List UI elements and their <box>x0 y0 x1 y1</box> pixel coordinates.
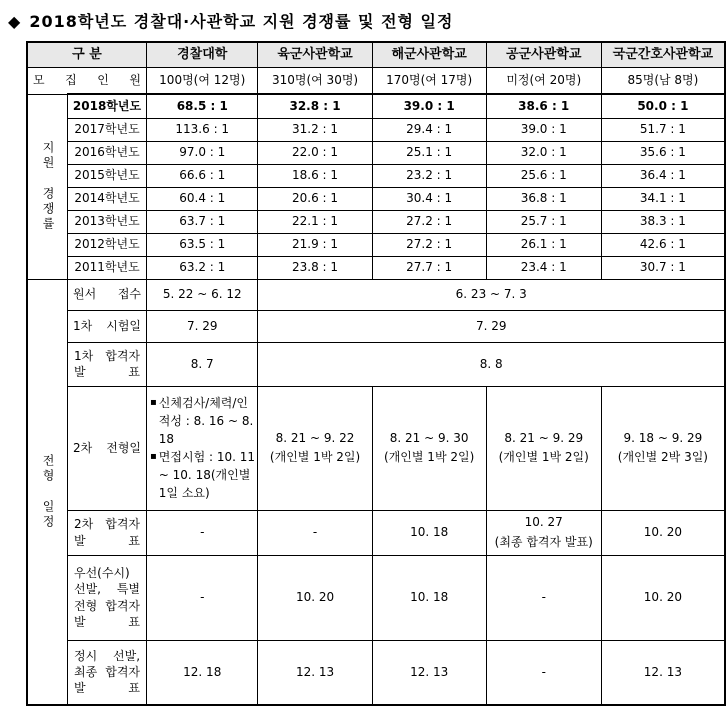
year-label: 2016학년도 <box>68 141 147 164</box>
first-pass-label-line2: 발 표 <box>74 365 141 379</box>
rate-cell: 36.8 : 1 <box>486 187 601 210</box>
rate-cell: 27.7 : 1 <box>372 256 486 279</box>
rate-cell: 60.4 : 1 <box>147 187 258 210</box>
recruitment-label: 모 집 인 원 <box>27 67 147 94</box>
side-label-schedule-word1: 전형 <box>41 453 55 484</box>
recruitment-police: 100명(여 12명) <box>147 67 258 94</box>
second-pass-label-line2: 발 표 <box>74 533 141 548</box>
rate-row-2013 <box>27 210 725 233</box>
rate-cell: 38.3 : 1 <box>601 210 725 233</box>
rate-cell: 35.6 : 1 <box>601 141 725 164</box>
rate-cell: 21.9 : 1 <box>258 233 372 256</box>
rate-cell: 97.0 : 1 <box>147 141 258 164</box>
second-screening-nursing <box>601 386 725 510</box>
rate-cell: 66.6 : 1 <box>147 164 258 187</box>
police-screening-item-1-text: 신체검사/체력/인적성 : 8. 16 ~ 8. 18 <box>158 396 254 446</box>
priority-airforce: - <box>486 555 601 640</box>
priority-selection-label <box>68 555 147 640</box>
priority-selection-row <box>27 555 725 640</box>
priority-police: - <box>147 555 258 640</box>
year-label: 2014학년도 <box>68 187 147 210</box>
final-navy: 12. 13 <box>372 640 486 705</box>
side-label-schedule <box>27 279 68 705</box>
priority-label-line1: 우선(수시) <box>74 566 130 581</box>
rate-row-2015 <box>27 164 725 187</box>
header-cell-navy-academy: 해군사관학교 <box>372 42 486 67</box>
rate-cell: 42.6 : 1 <box>601 233 725 256</box>
year-label: 2013학년도 <box>68 210 147 233</box>
final-nursing: 12. 13 <box>601 640 725 705</box>
rate-cell: 26.1 : 1 <box>486 233 601 256</box>
application-period-police: 5. 22 ~ 6. 12 <box>147 279 258 310</box>
second-screening-airforce <box>486 386 601 510</box>
square-bullet-icon: ▪ <box>150 397 157 408</box>
second-pass-police: - <box>147 510 258 555</box>
side-label-competition-word1: 지원 <box>41 141 55 171</box>
recruitment-nursing: 85명(남 8명) <box>601 67 725 94</box>
rate-cell: 22.1 : 1 <box>258 210 372 233</box>
rate-cell: 22.0 : 1 <box>258 141 372 164</box>
final-label-line3: 발 표 <box>74 681 141 696</box>
first-pass-academies: 8. 8 <box>258 342 725 386</box>
rate-cell: 29.4 : 1 <box>372 118 486 141</box>
second-pass-navy: 10. 18 <box>372 510 486 555</box>
admission-schedule-table <box>26 41 726 706</box>
recruitment-airforce: 미정(여 20명) <box>486 67 601 94</box>
rate-row-2016 <box>27 141 725 164</box>
first-pass-police: 8. 7 <box>147 342 258 386</box>
rate-cell: 23.8 : 1 <box>258 256 372 279</box>
rate-cell: 23.4 : 1 <box>486 256 601 279</box>
rate-cell: 25.1 : 1 <box>372 141 486 164</box>
priority-nursing: 10. 20 <box>601 555 725 640</box>
second-screening-label: 2차 전형일 <box>68 386 147 510</box>
rate-cell: 38.6 : 1 <box>486 94 601 118</box>
year-label: 2012학년도 <box>68 233 147 256</box>
priority-label-line3: 전형 합격자 <box>74 598 141 613</box>
rate-row-2017 <box>27 118 725 141</box>
rate-cell: 63.2 : 1 <box>147 256 258 279</box>
final-label-line2: 최종 합격자 <box>74 665 141 680</box>
rate-cell: 113.6 : 1 <box>147 118 258 141</box>
navy-screening-date: 8. 21 ~ 9. 30 <box>389 430 469 445</box>
rate-cell: 25.6 : 1 <box>486 164 601 187</box>
final-label-line1: 정시 선발, <box>74 648 141 663</box>
second-pass-row <box>27 510 725 555</box>
rate-cell: 32.8 : 1 <box>258 94 372 118</box>
second-screening-navy <box>372 386 486 510</box>
rate-cell: 23.2 : 1 <box>372 164 486 187</box>
rate-row-2018 <box>27 94 725 118</box>
second-pass-label <box>68 510 147 555</box>
rate-cell: 51.7 : 1 <box>601 118 725 141</box>
header-cell-airforce-academy: 공군사관학교 <box>486 42 601 67</box>
priority-navy: 10. 18 <box>372 555 486 640</box>
priority-army: 10. 20 <box>258 555 372 640</box>
final-army: 12. 13 <box>258 640 372 705</box>
first-exam-row <box>27 310 725 342</box>
rate-cell: 31.2 : 1 <box>258 118 372 141</box>
rate-cell: 27.2 : 1 <box>372 233 486 256</box>
rate-cell: 30.7 : 1 <box>601 256 725 279</box>
rate-cell: 68.5 : 1 <box>147 94 258 118</box>
year-label: 2015학년도 <box>68 164 147 187</box>
rate-cell: 20.6 : 1 <box>258 187 372 210</box>
year-label: 2011학년도 <box>68 256 147 279</box>
rate-cell: 27.2 : 1 <box>372 210 486 233</box>
recruitment-navy: 170명(여 17명) <box>372 67 486 94</box>
first-pass-label <box>68 342 147 386</box>
recruitment-row <box>27 67 725 94</box>
rate-cell: 39.0 : 1 <box>372 94 486 118</box>
second-screening-row <box>27 386 725 510</box>
second-pass-label-line1: 2차 합격자 <box>74 517 141 532</box>
final-police: 12. 18 <box>147 640 258 705</box>
final-airforce: - <box>486 640 601 705</box>
application-period-academies: 6. 23 ~ 7. 3 <box>258 279 725 310</box>
second-pass-airforce <box>486 510 601 555</box>
header-cell-gubun: 구 분 <box>27 42 147 67</box>
application-period-row <box>27 279 725 310</box>
police-screening-item-1 <box>150 394 255 448</box>
side-label-schedule-word2: 일정 <box>41 499 55 530</box>
rate-cell: 50.0 : 1 <box>601 94 725 118</box>
recruitment-army: 310명(여 30명) <box>258 67 372 94</box>
rate-row-2014 <box>27 187 725 210</box>
rate-cell: 36.4 : 1 <box>601 164 725 187</box>
rate-cell: 63.5 : 1 <box>147 233 258 256</box>
airforce-screening-note: (개인별 1박 2일) <box>498 450 589 464</box>
header-cell-police-univ: 경찰대학 <box>147 42 258 67</box>
final-selection-label <box>68 640 147 705</box>
first-pass-row <box>27 342 725 386</box>
army-screening-date: 8. 21 ~ 9. 22 <box>275 430 355 445</box>
first-exam-police: 7. 29 <box>147 310 258 342</box>
airforce-second-pass-date: 10. 27 <box>524 515 563 530</box>
nursing-screening-note: (개인별 2박 3일) <box>617 450 708 464</box>
second-screening-police <box>147 386 258 510</box>
rate-cell: 18.6 : 1 <box>258 164 372 187</box>
nursing-screening-date: 9. 18 ~ 9. 29 <box>623 430 703 445</box>
side-label-competition <box>27 94 68 279</box>
priority-label-line4: 발 표 <box>74 614 141 629</box>
year-label: 2017학년도 <box>68 118 147 141</box>
rate-cell: 30.4 : 1 <box>372 187 486 210</box>
priority-label-line2: 선발, 특별 <box>74 582 141 597</box>
second-pass-nursing: 10. 20 <box>601 510 725 555</box>
side-label-competition-word2: 경쟁률 <box>41 187 55 232</box>
page-title-text: 2018학년도 경찰대·사관학교 지원 경쟁률 및 전형 일정 <box>29 12 454 31</box>
airforce-screening-date: 8. 21 ~ 9. 29 <box>504 430 584 445</box>
navy-screening-note: (개인별 1박 2일) <box>384 450 475 464</box>
rate-row-2011 <box>27 256 725 279</box>
rate-cell: 34.1 : 1 <box>601 187 725 210</box>
rate-cell: 32.0 : 1 <box>486 141 601 164</box>
second-pass-army: - <box>258 510 372 555</box>
final-selection-row <box>27 640 725 705</box>
square-bullet-icon: ▪ <box>150 451 157 462</box>
airforce-second-pass-note: (최종 합격자 발표) <box>494 534 593 549</box>
police-screening-item-2 <box>150 448 255 502</box>
first-exam-label: 1차 시험일 <box>68 310 147 342</box>
first-pass-label-line1: 1차 합격자 <box>74 348 141 363</box>
rate-cell: 63.7 : 1 <box>147 210 258 233</box>
header-cell-army-academy: 육군사관학교 <box>258 42 372 67</box>
first-exam-academies: 7. 29 <box>258 310 725 342</box>
header-cell-nursing-academy: 국군간호사관학교 <box>601 42 725 67</box>
year-label: 2018학년도 <box>68 94 147 118</box>
diamond-bullet-icon: ◆ <box>8 12 22 31</box>
page-title <box>8 9 726 32</box>
rate-cell: 25.7 : 1 <box>486 210 601 233</box>
application-period-label: 원서 접수 <box>68 279 147 310</box>
table-header-row <box>27 42 725 67</box>
rate-cell: 39.0 : 1 <box>486 118 601 141</box>
second-screening-army <box>258 386 372 510</box>
army-screening-note: (개인별 1박 2일) <box>269 450 361 464</box>
rate-row-2012 <box>27 233 725 256</box>
police-screening-item-2-text: 면접시험 : 10. 11 ~ 10. 18(개인별 1일 소요) <box>158 450 256 500</box>
